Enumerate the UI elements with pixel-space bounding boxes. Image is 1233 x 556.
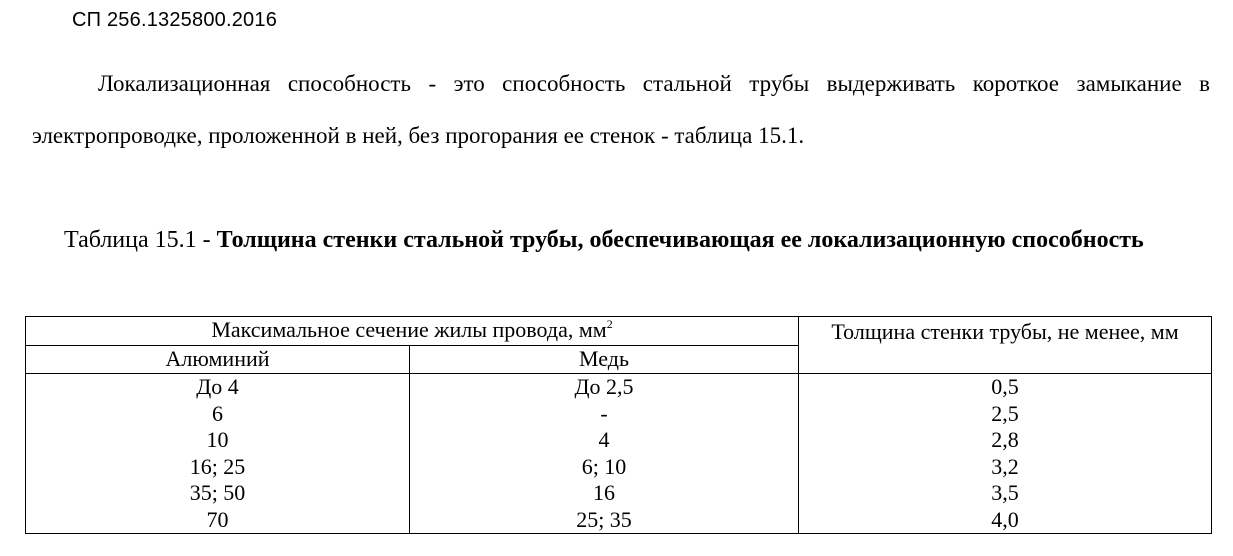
cell-thickness: 2,5 bbox=[799, 401, 1212, 428]
cell-copper: 4 bbox=[410, 427, 799, 454]
cell-copper: 6; 10 bbox=[410, 454, 799, 481]
header-aluminum: Алюминий bbox=[26, 346, 410, 374]
header-copper: Медь bbox=[410, 346, 799, 374]
cell-thickness: 3,5 bbox=[799, 480, 1212, 507]
cell-thickness: 0,5 bbox=[799, 374, 1212, 401]
cell-aluminum: 10 bbox=[26, 427, 410, 454]
cell-aluminum: До 4 bbox=[26, 374, 410, 401]
table-caption-label: Таблица 15.1 - bbox=[64, 227, 217, 253]
cell-thickness: 4,0 bbox=[799, 507, 1212, 534]
table-caption bbox=[64, 224, 1210, 256]
cell-aluminum: 70 bbox=[26, 507, 410, 534]
wall-thickness-table bbox=[25, 316, 1212, 534]
document-code: СП 256.1325800.2016 bbox=[72, 9, 278, 31]
table-row bbox=[26, 374, 1212, 401]
table-row bbox=[26, 480, 1212, 507]
definition-paragraph: Локализационная способность - это способность стальной трубы выдерживать короткое замыкание в электропроводке, проложенной в ней, без прогорания ее стенок - таблица 15.1. bbox=[32, 71, 1210, 148]
header-max-section-sup: 2 bbox=[606, 317, 613, 331]
cell-copper: 25; 35 bbox=[410, 507, 799, 534]
cell-thickness: 2,8 bbox=[799, 427, 1212, 454]
table-row bbox=[26, 454, 1212, 481]
cell-aluminum: 16; 25 bbox=[26, 454, 410, 481]
cell-copper: 16 bbox=[410, 480, 799, 507]
cell-aluminum: 35; 50 bbox=[26, 480, 410, 507]
cell-copper: - bbox=[410, 401, 799, 428]
table-caption-title: Толщина стенки стальной трубы, обеспечивающая ее локализационную способность bbox=[216, 227, 1144, 253]
table-row bbox=[26, 427, 1212, 454]
cell-aluminum: 6 bbox=[26, 401, 410, 428]
table-row bbox=[26, 401, 1212, 428]
cell-thickness: 3,2 bbox=[799, 454, 1212, 481]
table-row bbox=[26, 507, 1212, 534]
header-max-section-label: Максимальное сечение жилы провода, мм bbox=[211, 317, 607, 342]
header-max-section bbox=[26, 317, 799, 346]
header-wall-thickness: Толщина стенки трубы, не менее, мм bbox=[799, 317, 1212, 374]
cell-copper: До 2,5 bbox=[410, 374, 799, 401]
